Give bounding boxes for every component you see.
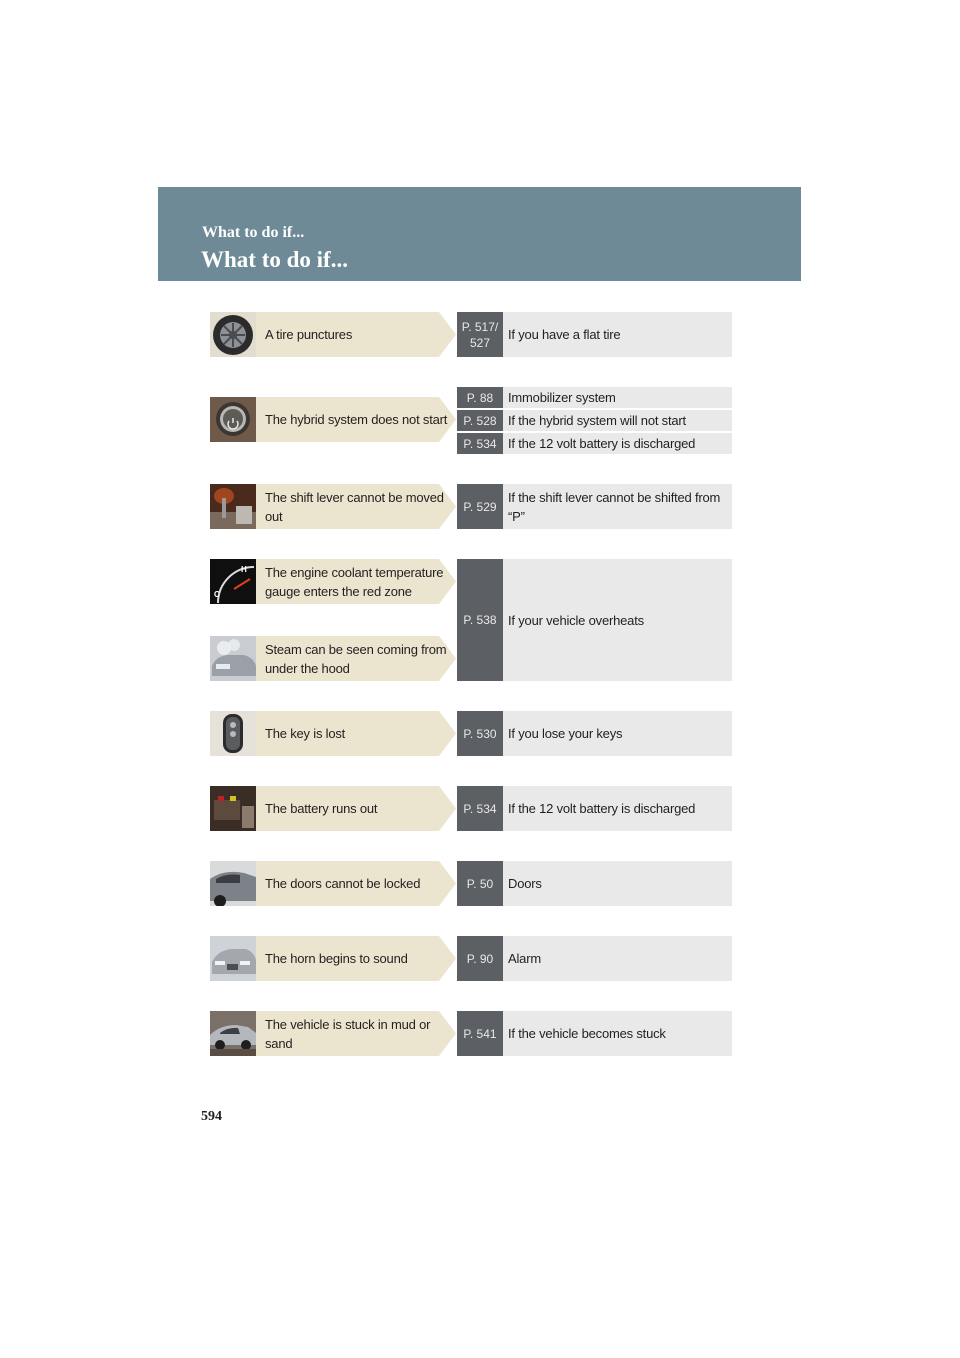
page-reference: P. 90	[457, 936, 503, 981]
chapter-subtitle: What to do if...	[202, 224, 305, 241]
condition-label: Steam can be seen coming from under the hood	[265, 641, 447, 676]
reference-label: If your vehicle overheats	[508, 612, 644, 628]
page-reference: P. 534	[457, 786, 503, 831]
condition-coolant-gauge	[210, 559, 456, 604]
condition-horn-sounds	[210, 936, 456, 981]
car-front-image	[210, 936, 256, 981]
shift-lever-image	[210, 484, 256, 529]
page-reference: P. 88	[457, 387, 503, 408]
chapter-title: What to do if...	[201, 247, 348, 272]
condition-label: The engine coolant temperature gauge enters the red zone	[265, 564, 444, 599]
car-door-image	[210, 861, 256, 906]
condition-label: The hybrid system does not start	[265, 412, 448, 427]
page-reference: P. 528	[457, 410, 503, 431]
condition-label: The shift lever cannot be moved out	[265, 489, 444, 524]
reference-doors[interactable]	[457, 861, 732, 906]
condition-tire-puncture	[210, 312, 456, 357]
reference-label: Doors	[508, 876, 542, 891]
svg-text:H: H	[241, 565, 247, 574]
tire-image	[210, 312, 256, 357]
page-reference: P. 50	[457, 861, 503, 906]
reference-label: If the 12 volt battery is discharged	[508, 801, 696, 816]
page-reference: P. 534	[457, 433, 503, 454]
condition-hybrid-no-start	[210, 397, 456, 442]
page-number: 594	[201, 1109, 222, 1124]
condition-shift-lever	[210, 484, 456, 529]
reference-label: If you lose your keys	[508, 726, 623, 741]
reference-flat-tire[interactable]	[457, 312, 732, 357]
reference-label: Alarm	[508, 951, 541, 966]
condition-label: The doors cannot be locked	[265, 876, 421, 891]
reference-label: Immobilizer system	[508, 390, 616, 405]
key-fob-image	[210, 711, 256, 756]
car-side-image	[210, 1011, 256, 1056]
page-reference: P. 530	[457, 711, 503, 756]
temperature-gauge-image	[210, 559, 256, 604]
condition-label: The battery runs out	[265, 801, 378, 816]
reference-label: If you have a flat tire	[508, 327, 621, 342]
condition-steam-hood	[210, 636, 456, 681]
page-reference: P. 529	[457, 484, 503, 529]
reference-label: If the shift lever cannot be shifted from “P”	[508, 489, 721, 524]
reference-immobilizer[interactable]	[457, 387, 732, 408]
reference-battery-discharged[interactable]	[457, 433, 732, 454]
condition-battery-out	[210, 786, 456, 831]
page-reference: P. 541	[457, 1011, 503, 1056]
page-reference: P. 538	[457, 559, 503, 681]
battery-image	[210, 786, 256, 831]
reference-battery-discharged-2[interactable]	[457, 786, 732, 831]
reference-overheat[interactable]	[457, 559, 732, 681]
reference-label: If the hybrid system will not start	[508, 413, 686, 428]
condition-label: The horn begins to sound	[265, 951, 408, 966]
reference-shift-lever[interactable]	[457, 484, 732, 529]
condition-doors-not-locked	[210, 861, 456, 906]
condition-label: The key is lost	[265, 726, 346, 741]
chapter-header	[158, 187, 801, 281]
reference-alarm[interactable]	[457, 936, 732, 981]
page-reference: P. 517/ 527	[457, 312, 503, 357]
reference-vehicle-stuck[interactable]	[457, 1011, 732, 1056]
condition-label: The vehicle is stuck in mud or sand	[265, 1016, 431, 1051]
condition-key-lost	[210, 711, 456, 756]
power-button-image	[210, 397, 256, 442]
steaming-car-image	[210, 636, 256, 681]
reference-hybrid-no-start[interactable]	[457, 410, 732, 431]
reference-label: If the vehicle becomes stuck	[508, 1026, 666, 1041]
condition-vehicle-stuck	[210, 1011, 456, 1056]
condition-label: A tire punctures	[265, 327, 353, 342]
reference-label: If the 12 volt battery is discharged	[508, 436, 696, 451]
reference-lost-keys[interactable]	[457, 711, 732, 756]
svg-text:C: C	[214, 590, 220, 599]
